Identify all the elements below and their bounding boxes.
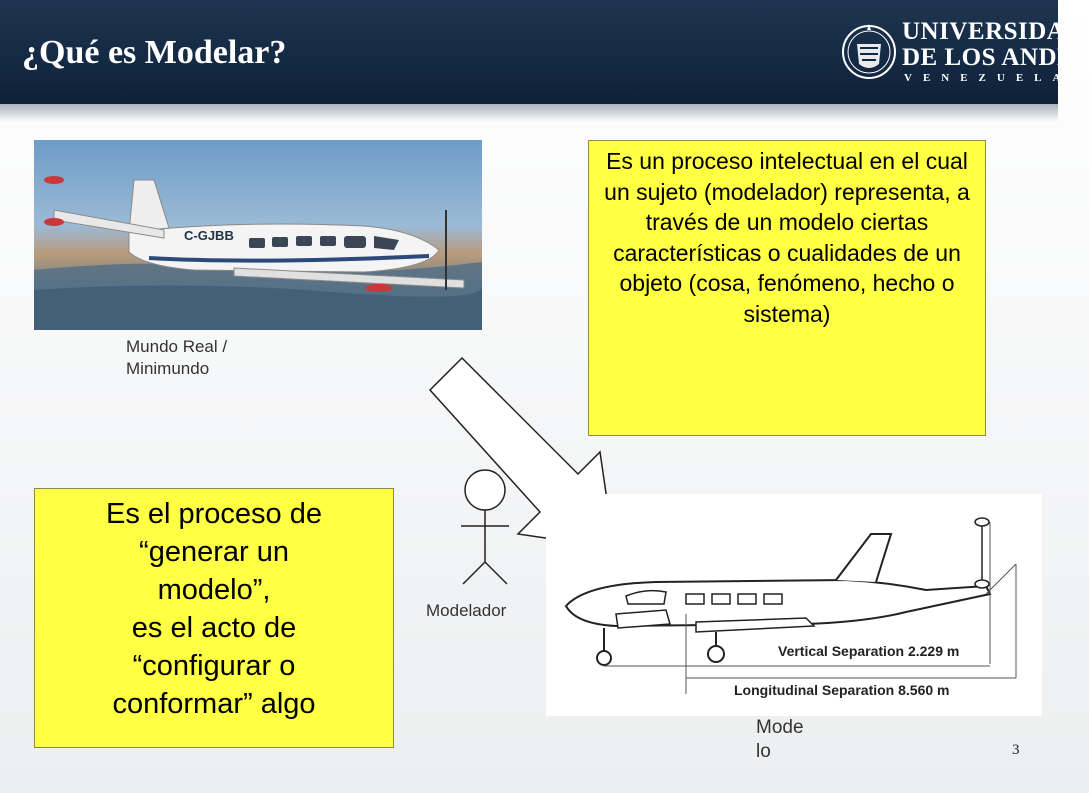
modelo-caption: Modelo bbox=[756, 717, 804, 762]
definition-left-line1: Es el proceso de bbox=[105, 498, 322, 530]
slide-number: 3 bbox=[1012, 742, 1020, 758]
university-seal-icon bbox=[840, 16, 898, 88]
definition-left-line4: es el acto de bbox=[131, 612, 297, 644]
slide-title: ¿Qué es Modelar? bbox=[22, 34, 287, 71]
person-icon bbox=[455, 466, 515, 592]
definition-left-line3: modelo”, bbox=[157, 574, 271, 606]
definition-box-left bbox=[34, 488, 394, 748]
definition-box-right: Es un proceso intelectual en el cual un sujeto (modelador) representa, a través de un modelo ciertas características o cualidades de un objeto (cosa, fenómeno, hecho o sistema) bbox=[588, 140, 986, 436]
definition-left-line5: “configurar o bbox=[132, 650, 296, 682]
aircraft-registration: C-GJBB bbox=[184, 228, 234, 243]
logo-text-line1: UNIVERSIDAD bbox=[902, 18, 1084, 45]
university-logo bbox=[840, 16, 1089, 88]
definition-left-line2: “generar un bbox=[139, 536, 289, 568]
photo-caption: Mundo Real / Minimundo bbox=[126, 337, 228, 378]
definition-left-line6: conformar” algo bbox=[112, 688, 316, 720]
logo-text-line2: DE LOS ANDES bbox=[902, 44, 1089, 71]
header-shadow bbox=[0, 104, 1058, 122]
longitudinal-separation-label: Longitudinal Separation 8.560 m bbox=[734, 682, 950, 698]
vertical-separation-label: Vertical Separation 2.229 m bbox=[778, 643, 960, 659]
modelador-label: Modelador bbox=[426, 601, 507, 620]
airplane-diagram bbox=[546, 494, 1042, 716]
airplane-photo bbox=[34, 140, 482, 330]
logo-text-line3: VENEZUELA bbox=[904, 72, 1072, 84]
